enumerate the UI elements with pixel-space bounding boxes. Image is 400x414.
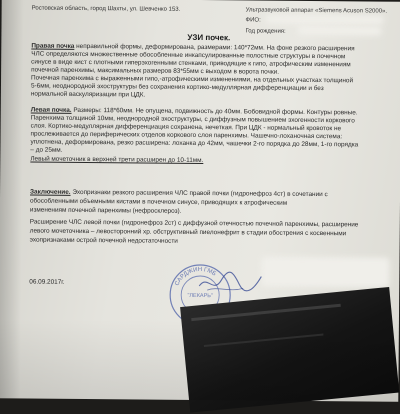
left-kidney-line-4: прослеживается до периферических отделов коркового слоя паренхимы. Чашечно-лоханочная система: (30, 130, 343, 141)
conclusion-line-6: эхопризнаками острой почечной недостаточности (29, 236, 178, 245)
ultrasound-printout (180, 287, 399, 413)
page-title: УЗИ почек. (187, 32, 231, 43)
left-kidney-line-5: уплотнена, деформирована, резко расширена: лоханка до 42мм, чашечки 2-го порядка до 28мм, 1-го порядка (30, 138, 359, 149)
right-kidney-line-2: ЧЛС определяются множественные обособленные инкапсулированные полостные структуры в почечном (31, 50, 346, 61)
clinic-address: Ростовская область, город Шахты, ул. Шевченко 153. (31, 5, 181, 13)
page-shadow (0, 0, 24, 398)
ultrasound-device: Ультразвуковой аппарат «Siemens Acuson S2000». (245, 7, 388, 15)
right-kidney-label: Правая почка (31, 42, 75, 50)
right-kidney-line-6: 5-6мм, неоднородной эхоструктуры без сохранения кортико-медуллярная дифференциации и без (30, 82, 324, 93)
conclusion-line-4: Расширение ЧЛС левой почки (гидронефроз 2ст) с диффузной отечностью почечной паренхимы, расширение (29, 218, 359, 229)
birth-year-label: Год рождения: (245, 28, 286, 35)
right-kidney-line-1: Правая почка неправильной формы, деформирована, размерами: 140*72мм. На фоне резкого расширения (31, 42, 355, 53)
conclusion-line-3: изменениям почечной паренхимы (нефросклероз). (29, 206, 182, 215)
report-date: 06.09.2017г. (29, 278, 65, 286)
patient-name-label: ФИО: (245, 17, 261, 24)
right-kidney-line-3: синусе в виде кист с плотными гиперэхогенными стенками, приводящие к гипо, атрофическим изменениям (31, 58, 351, 69)
stamp-center-text: "ЛЕКАРЬ" (187, 292, 213, 300)
redacted-birth-year (297, 26, 381, 36)
left-kidney-line-6: – до 25мм. (30, 146, 63, 154)
redacted-signature (261, 257, 389, 288)
conclusion-label: Заключение. (30, 188, 71, 196)
left-ureter-note: Левый мочеточник в верхней трети расширен до 10-11мм. (30, 155, 204, 165)
left-kidney-label: Левая почка. (30, 106, 72, 114)
left-kidney-line-1: Левая почка. Размеры: 118*60мм. Не опущена, подвижность до 40мм. Бобовидной формы. Контуры ровные. (30, 106, 358, 117)
stamp-ring-text: САРДЖИН ГМБ (174, 266, 217, 287)
redacted-patient-name (266, 15, 384, 25)
conclusion-line-1: Заключение. Эхопризнаки резкого расширения ЧЛС правой почки (гидронефроз 4ст) в сочетании с (30, 188, 328, 199)
conclusion-line-5: левого мочеточника – левосторонний хр. обструктивный пиелонефрит в стадии обострения с косвенными (29, 227, 347, 238)
left-kidney-line-2: Паренхима толщиной 10мм, неоднородной эхоструктуры, с диффузным повышением эхогенности коркового (30, 114, 355, 125)
conclusion-line-2: обособленными объемными кистами в почечном синусе, приводящих к атрофическим (29, 197, 288, 207)
left-kidney-line-3: слоя. Кортико-медуллярная дифференциация сохранена, нечеткая. При ЦДК - нормальный кровоток не (30, 122, 342, 133)
right-kidney-line-5: Почечная паренхима с выраженными гипо,-атрофическими изменениями, на отдельных участках толщиной (31, 74, 354, 85)
handwritten-signature (195, 268, 265, 297)
right-kidney-line-7: нормальной васкуляризации при ЦДК. (30, 90, 146, 99)
right-kidney-line-4: почечной паренхимы, максимальных размеров 83*55мм с выходом в ворота почки. (31, 66, 280, 76)
